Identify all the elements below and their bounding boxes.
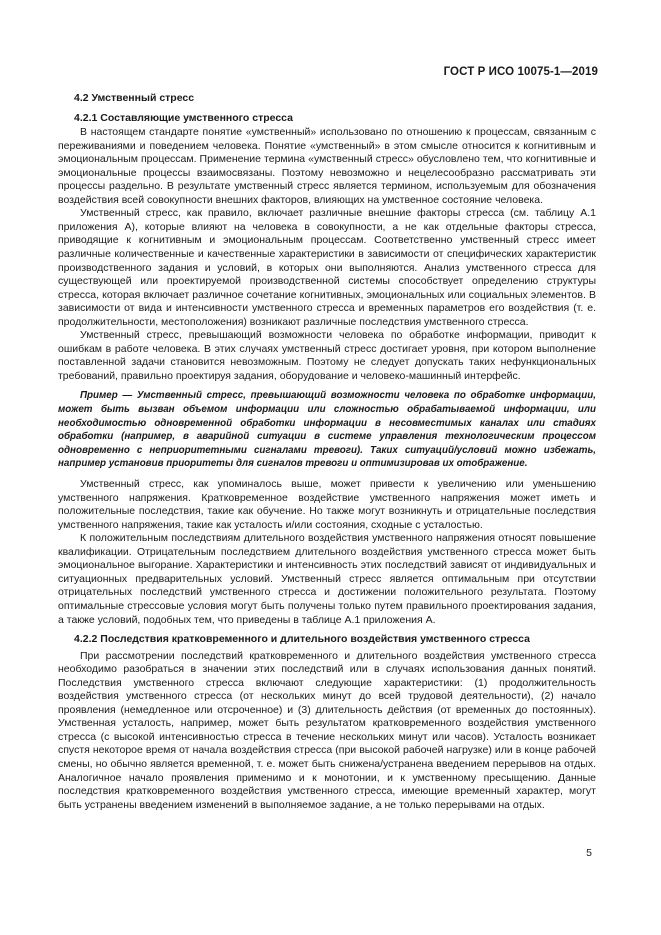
paragraph: В настоящем стандарте понятие «умственный» использовано по отношению к процессам, связанным с переживаниями и поведением человека. Понятие «умственный» в этом смысле относится к когнитивным и эмоциональным процессам. Применение термина «умственный стресс» обусловлено тем, что когнитивные и эмоциональные процессы взаимосвязаны. Поэтому невозможно и нецелесообразно рассматривать эти процессы раздельно. В результате умственный стресс является термином, используемым для обозначения воздействия всей совокупности внешних факторов, влияющих на умственное состояние человека. bbox=[58, 126, 596, 206]
paragraph: При рассмотрении последствий кратковременного и длительного воздействия умственного стресса необходимо разобраться в значении этих последствий или в случаях использования данных понятий. Последствия умственного стресса включают следующие характеристики: (1) продолжительность воздействия умственного стресса (от нескольких минут до всей трудовой деятельности), (2) начало проявления (немедленное или отсроченное) и (3) длительность действия (от временных до постоянных). Умственная усталость, например, может быть результатом кратковременного воздействия умственного стресса (с высокой интенсивностью стресса в течение нескольких минут или часов). Усталость возникает спустя некоторое время от начала воздействия стресса (при высокой рабочей нагрузке) или в конце рабочей смены, но обычно является временной, т. е. может быть снижена/устранена введением перерывов на отдых. Аналогичное начало проявления применимо и к монотонии, и к умственному пресыщению. Данные последствия кратковременного воздействия умственного стресса, имеющие временный характер, могут быть устранены введением изменений в выполняемое задание, а не только перерывами на отдых. bbox=[58, 649, 596, 811]
document-code: ГОСТ Р ИСО 10075-1—2019 bbox=[443, 66, 598, 78]
paragraph: К положительным последствиям длительного воздействия умственного напряжения относят повышение квалификации. Отрицательным последствием длительного воздействия умственного стресса может быть эмоциональное выгорание. Характеристики и интенсивность этих последствий зависят от индивидуальных и ситуационных предварительных условий. Умственный стресс является оптимальным при отсутствии отрицательных последствий умственного стресса и достижении положительного результата. Поэтому оптимальные стрессовые условия могут быть получены только путем правильного проектирования задания, а также условий, подобных тем, что приведены в таблице А.1 приложения А. bbox=[58, 532, 596, 626]
paragraph: Умственный стресс, как правило, включает различные внешние факторы стресса (см. таблицу А.1 приложения А), которые влияют на человека в совокупности, а не как отдельные факторы стресса, приводящие к когнитивным и эмоциональным процессам. Соответственно умственный стресс имеет различные количественные и качественные характеристики в зависимости от специфических характеристик производственного задания и условий, в которых они выполняются. Анализ умственного стресса для существующей или проектируемой производственной системы способствует определению структуры стресса, которая включает различное сочетание когнитивных, эмоциональных или социальных элементов. В зависимости от вида и интенсивности умственного стресса и временных параметров его воздействия (т. е. продолжительности, местоположения) возникают различные последствия умственного стресса. bbox=[58, 207, 596, 328]
document-body bbox=[58, 92, 596, 812]
section-heading: 4.2 Умственный стресс bbox=[74, 92, 195, 104]
subsection-heading-2: 4.2.2 Последствия кратковременного и длительного воздействия умственного стресса bbox=[74, 633, 530, 646]
paragraph: Умственный стресс, превышающий возможности человека по обработке информации, приводит к ошибкам в работе человека. В этих случаях умственный стресс достигает уровня, при котором выполнение поставленной задачи становится невозможным. Поэтому не следует допускать таких нефункциональных требований, правильно проектируя задания, оборудование и человеко-машинный интерфейс. bbox=[58, 329, 596, 382]
page-number: 5 bbox=[586, 847, 592, 859]
paragraph: Умственный стресс, как упоминалось выше, может привести к увеличению или уменьшению умственного напряжения. Кратковременное воздействие умственного напряжения может иметь и положительные последствия, такие как обучение. Но также могут возникнуть и отрицательные последствия умственного напряжения, такие как усталость и/или состояния, сходные с усталостью. bbox=[58, 478, 596, 531]
subsection-heading-1: 4.2.1 Составляющие умственного стресса bbox=[74, 111, 293, 124]
example-note: Пример — Умственный стресс, превышающий возможности человека по обработке информации, может быть вызван объемом информации или сложностью обрабатываемой информации, или необходимостью одновременной обработки информации в несовместимых каналах или стадиях обработки (например, в аварийной ситуации в системе управления технологическим процессом одновременно с неприоритетными сигналами тревоги). Таких ситуаций/условий можно избежать, например установив приоритеты для сигналов тревоги и оптимизировав их отображение. bbox=[58, 390, 596, 470]
